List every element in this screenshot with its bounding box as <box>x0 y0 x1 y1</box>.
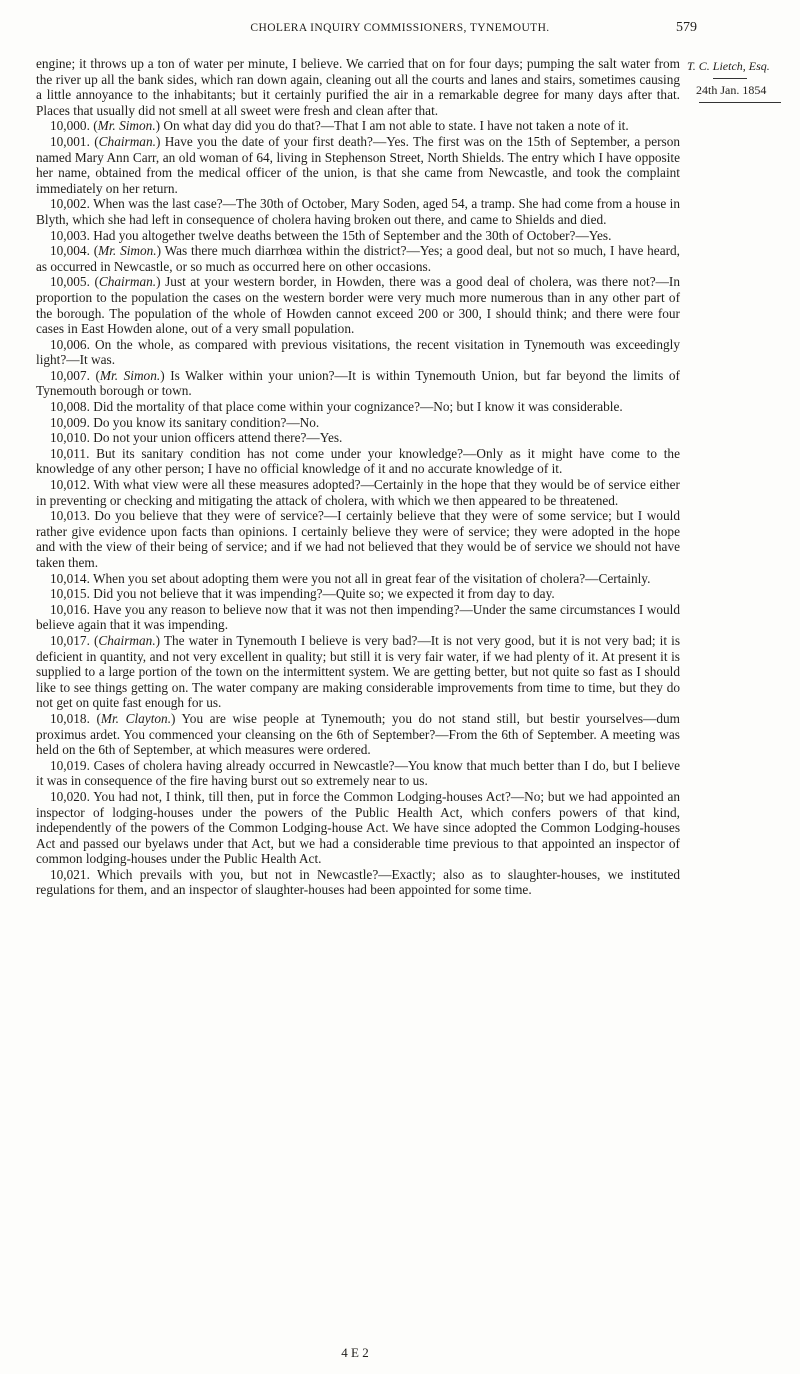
question-answer-text: engine; it throws up a ton of water per minute, I believe. We carried that on for four days; pumping the salt water from the river up all the bank sides, which ran down again, cleaning out all the courts and lanes and stairs, sometimes causing a little annoyance to the inhabitants; but it certainly purified the air in a remarkable degree for many days after that. Places that usually did not smell at all sweet were fresh and clean after that. <box>36 56 680 118</box>
question-number: 10,009. <box>50 414 90 430</box>
question-number: 10,010. <box>50 430 90 446</box>
question-number: 10,017. <box>50 632 90 648</box>
testimony-paragraph <box>36 508 680 570</box>
question-answer-text: Do you believe that they were of service?—I certainly believe that they were of some service; but I would rather give evidence upon facts than opinions. I certainly believe they were of service; they were adopted in the hope and with the view of their being of service; and if we had not believed that they would be of service we should not have taken them. <box>36 508 680 570</box>
question-number: 10,002. <box>50 196 90 212</box>
questioner-name: Chairman. <box>98 133 156 149</box>
question-answer-text: Just at your western border, in Howden, there was a good deal of cholera, was there not?—In proportion to the population the cases on the western border were very much more numerous than in any other part of the borough. The population of the whole of Howden cannot exceed 200 or 300, I should think; and there were four cases in East Howden alone, out of a very small population. <box>36 274 680 337</box>
question-answer-text: On what day did you do that?—That I am not able to state. I have not taken a note of it. <box>163 118 629 134</box>
question-answer-text: On the whole, as compared with previous visitations, the recent visitation in Tynemouth was exceedingly light?—It was. <box>36 336 680 368</box>
questioner-name: Chairman. <box>98 274 157 290</box>
question-number: 10,016. <box>50 601 90 617</box>
running-head <box>0 22 800 42</box>
printer-signature <box>0 1345 800 1361</box>
question-answer-text: Was there much diarrhœa within the district?—Yes; a good deal, but not so much, I have heard, as occurred in Newcastle, or so much as occurred here on other occasions. <box>36 243 681 274</box>
testimony-paragraph <box>36 477 680 508</box>
question-answer-text: Which prevails with you, but not in Newcastle?—Exactly; also as to slaughter-houses, we instituted regulations for them, and an inspector of slaughter-houses had been appointed for some time. <box>36 866 680 898</box>
question-answer-text: You are wise people at Tynemouth; you do not stand still, but bestir yourselves—dum proximus ardet. You commenced your cleansing on the 6th of September?—From the 6th of September. A meeting was held on the 6th of September, at which measures were ordered. <box>36 710 680 758</box>
question-answer-text: Is Walker within your union?—It is within Tynemouth Union, but far beyond the limits of Tynemouth borough or town. <box>36 367 680 399</box>
question-number: 10,005. <box>50 274 90 290</box>
question-number: 10,019. <box>50 757 90 773</box>
question-number: 10,000. <box>50 118 90 134</box>
testimony-paragraph <box>36 758 680 789</box>
question-number: 10,008. <box>50 399 90 415</box>
questioner-name: Mr. Simon. <box>99 367 161 383</box>
question-number: 10,020. <box>50 788 90 804</box>
question-answer-text: Have you any reason to believe now that it was not then impending?—Under the same circumstances I would believe again that it was impending. <box>36 601 680 633</box>
question-answer-text: The water in Tynemouth I believe is very bad?—It is not very good, but it is not very bad; it is deficient in quantity, and not very excellent in quality; but still it is very fair water, if we had plenty of it. At present it is supplied to a large portion of the town on the intermittent system. We are getting better, but not quite so fast as I should like to see things getting on. The water company are making considerable improvements from time to time, but they do not get on quite fast enough for us. <box>36 632 680 711</box>
question-number: 10,015. <box>50 586 90 602</box>
question-answer-text: Do you know its sanitary condition?—No. <box>93 414 320 430</box>
testimony-body <box>36 56 680 898</box>
testimony-paragraph: 10,004. (Mr. Simon.) Was there much diarrhœa within the district?—Yes; a good deal, but not so much, I have heard, as occurred in Newcastle, or so much as occurred here on other occasions. <box>36 243 681 274</box>
testimony-paragraph <box>36 586 680 602</box>
question-answer-text: Do not your union officers attend there?—Yes. <box>93 430 343 446</box>
testimony-paragraph: 10,018. (Mr. Clayton.) You are wise people at Tynemouth; you do not stand still, but bestir yourselves—dum proximus ardet. You commenced your cleansing on the 6th of September?—From the 6th of September. A meeting was held on the 6th of September, at which measures were ordered. <box>36 710 680 758</box>
questioner-name: Chairman. <box>98 632 156 648</box>
testimony-paragraph: 10,005. (Chairman.) Just at your western border, in Howden, there was a good deal of cholera, was there not?—In proportion to the population the cases on the western border were very much more numerous than in any other part of the borough. The population of the whole of Howden cannot exceed 200 or 300, I should think; and there were four cases in East Howden alone, out of a very small population. <box>36 274 680 337</box>
testimony-date: 24th Jan. 1854 <box>696 83 767 97</box>
questioner-name: Mr. Clayton. <box>100 710 172 726</box>
testimony-paragraph <box>36 56 680 118</box>
question-number: 10,014. <box>50 570 90 586</box>
testimony-paragraph <box>36 228 680 244</box>
signature-mark: 4 E 2 <box>341 1345 369 1360</box>
margin-rule <box>713 78 747 79</box>
question-answer-text: With what view were all these measures adopted?—Certainly in the hope that they would be of service either in preventing or checking and mitigating the attack of cholera, with which we then appeared to be threatened. <box>36 477 680 508</box>
question-answer-text: When you set about adopting them were you not all in great fear of the visitation of cholera?—Certainly. <box>92 570 651 586</box>
testimony-paragraph: 10,007. (Mr. Simon.) Is Walker within your union?—It is within Tynemouth Union, but far beyond the limits of Tynemouth borough or town. <box>36 367 680 399</box>
questioner-name: Mr. Simon. <box>98 243 157 259</box>
testimony-paragraph <box>36 446 680 477</box>
questioner-name: Mr. Simon. <box>97 118 156 134</box>
page-number: 579 <box>676 20 697 35</box>
testimony-paragraph: 10,000. (Mr. Simon.) On what day did you do that?—That I am not able to state. I have not taken a note of it. <box>50 118 629 134</box>
testimony-paragraph <box>36 196 680 227</box>
testimony-paragraph <box>36 399 680 415</box>
question-answer-text: Have you the date of your first death?—Yes. The first was on the 15th of September, a person named Mary Ann Carr, an old woman of 64, living in Stephenson Street, North Shields. The entry which I have opposite her name, obtained from the medical officer of the union, is that she came from Newcastle, and took the complaint immediately on her return. <box>36 133 681 196</box>
testimony-paragraph <box>36 867 680 898</box>
question-number: 10,011. <box>50 445 90 461</box>
question-number: 10,004. <box>50 243 90 259</box>
question-number: 10,018. <box>50 710 90 726</box>
question-number: 10,003. <box>50 227 90 243</box>
question-answer-text: Did you not believe that it was impending?—Quite so; we expected it from day to day. <box>93 586 555 602</box>
testimony-paragraph <box>36 789 680 867</box>
witness-name: T. C. Lietch, Esq. <box>687 59 770 73</box>
question-answer-text: You had not, I think, till then, put in force the Common Lodging-houses Act?—No; but we had appointed an inspector of lodging-houses under the powers of the Public Health Act, which confers powers of that kind, independently of the powers of the Common Lodging-house Act. We have since adopted the Common Lodging-houses Act and passed our byelaws under that Act, but we had a considerable time previous to that appointed an inspector of common lodging-houses under the Public Health Act. <box>36 788 680 867</box>
testimony-paragraph <box>36 337 680 368</box>
question-answer-text: Did the mortality of that place come within your cognizance?—No; but I know it was considerable. <box>93 399 623 415</box>
testimony-paragraph <box>36 415 680 431</box>
question-number: 10,012. <box>50 477 90 493</box>
testimony-paragraph <box>36 602 680 633</box>
testimony-paragraph: 10,017. (Chairman.) The water in Tynemouth I believe is very bad?—It is not very good, but it is not very bad; it is deficient in quantity, and not very excellent in quality; but still it is very fair water, if we had plenty of it. At present it is supplied to a large portion of the town on the intermittent system. We are getting better, but not quite so fast as I should like to see things getting on. The water company are making considerable improvements from time to time, but they do not get on quite fast enough for us. <box>36 632 680 711</box>
question-answer-text: Had you altogether twelve deaths between the 15th of September and the 30th of October?—Yes. <box>93 227 612 243</box>
question-number: 10,013. <box>50 508 90 524</box>
question-answer-text: When was the last case?—The 30th of October, Mary Soden, aged 54, a tramp. She had come from a house in Blyth, which she had left in consequence of cholera having broken out there, and came to Shields and died. <box>36 196 680 227</box>
margin-rule-long <box>699 102 781 103</box>
running-title: CHOLERA INQUIRY COMMISSIONERS, TYNEMOUTH. <box>250 22 550 34</box>
margin-note <box>687 58 799 103</box>
question-answer-text: Cases of cholera having already occurred in Newcastle?—You know that much better than I do, but I believe it was in consequence of the fire having burst out so extremely near to us. <box>36 757 681 789</box>
testimony-paragraph: 10,001. (Chairman.) Have you the date of your first death?—Yes. The first was on the 15th of September, a person named Mary Ann Carr, an old woman of 64, living in Stephenson Street, North Shields. The entry which I have opposite her name, obtained from the medical officer of the union, is that she came from Newcastle, and took the complaint immediately on her return. <box>36 133 681 196</box>
question-number: 10,021. <box>50 866 90 882</box>
question-number: 10,006. <box>50 336 90 352</box>
question-answer-text: But its sanitary condition has not come under your knowledge?—Only as it might have come to the knowledge of any other person; I have no official knowledge of it and no accurate knowledge of it. <box>36 445 680 477</box>
testimony-paragraph <box>36 430 680 446</box>
question-number: 10,001. <box>50 133 90 149</box>
testimony-paragraph <box>36 571 680 587</box>
question-number: 10,007. <box>50 367 90 383</box>
